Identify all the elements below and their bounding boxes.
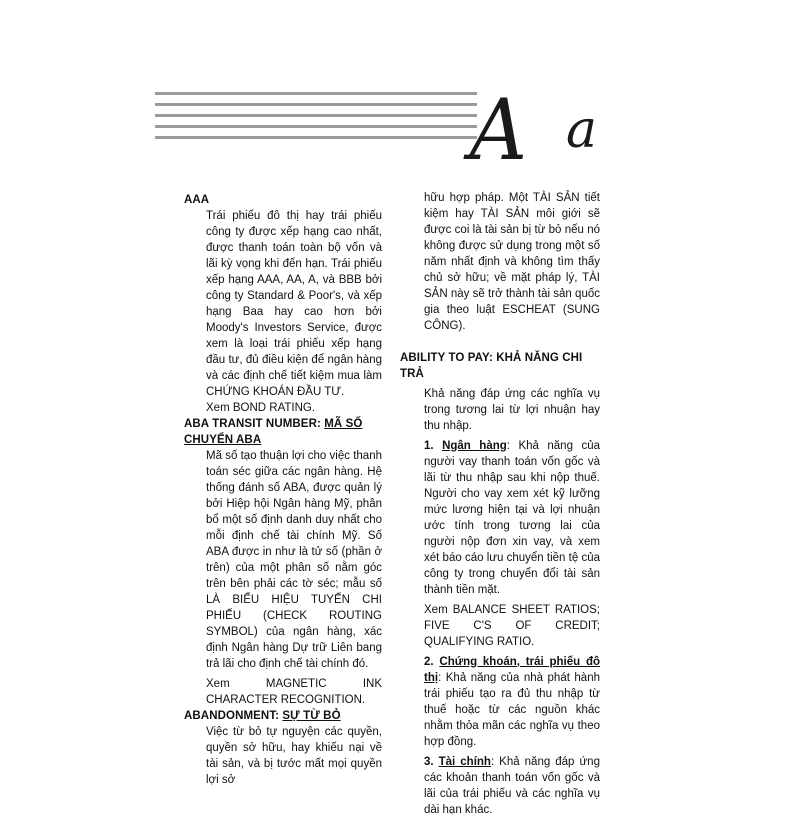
entry-definition-aaa: Trái phiếu đô thị hay trái phiếu công ty được xếp hạng cao nhất, được thanh toán toàn bộ vốn và lãi kỳ vọng khi đến hạn. Trái phiếu xếp hạng AAA, AA, A, và BBB bởi công ty Standard & Poor's, và xếp hạng Baa hay cao hơn bởi Moody's Investors Service, được xem là loại trái phiếu xếp hạng đầu tư, đủ điều kiện để ngân hàng và các định chế tiết kiệm mua làm CHỨNG KHOÁN ĐẦU TƯ. — [206, 210, 382, 398]
entry-term-abandonment: ABANDONMENT: SỰ TỪ BỎ — [184, 710, 341, 722]
sense-1-banking: 1. Ngân hàng: Khả năng của người vay thanh toán vốn gốc và lãi từ thu nhập sau khi nộp thuế. Người cho vay xem xét kỹ lưỡng mức lương hiện tại và lợi nhuận ước tính trong tương lai của người nộp đơn xin vay, và xem xét báo cáo lưu chuyển tiền tệ của công ty trong chuyển đổi tài sản thành tiền mặt. — [424, 439, 600, 596]
sense-1-see-also: Xem BALANCE SHEET RATIOS; FIVE C'S OF CREDIT; QUALIFYING RATIO. — [424, 603, 600, 648]
entry-definition-ability-to-pay: Khả năng đáp ứng các nghĩa vụ trong tương lai từ lợi nhuận hay thu nhập. — [424, 387, 600, 432]
section-letter-upper: A — [469, 81, 528, 179]
entry-definition-abandonment-continued: hữu hợp pháp. Một TÀI SẢN tiết kiệm hay TÀI SẢN môi giới sẽ được coi là tài sản bị từ bỏ nếu nó không được sử dụng trong một số năm nhất định và không tìm thấy chủ sở hữu; về mặt pháp lý, TÀI SẢN này sẽ trở thành tài sản quốc gia theo luật ESCHEAT (SUNG CÔNG). — [424, 192, 600, 332]
sense-2-securities: 2. Chứng khoán, trái phiếu đô thị: Khả năng của nhà phát hành trái phiếu tạo ra đủ thu nhập từ thuế hoặc từ các nguồn khác nhằm thỏa mãn các nghĩa vụ theo hợp đồng. — [424, 655, 600, 748]
section-letter-lower: a — [566, 100, 598, 160]
right-column — [402, 190, 600, 818]
sense-3-finance: 3. Tài chính: Khả năng đáp ứng các khoản thanh toán vốn gốc và lãi của trái phiếu và các nghĩa vụ dài hạn khác. — [424, 755, 600, 816]
entry-see-also-aaa: Xem BOND RATING. — [206, 402, 316, 414]
entry-see-also-aba-transit: Xem MAGNETIC INK CHARACTER RECOGNITION. — [206, 678, 382, 706]
entry-term-aba-transit: ABA TRANSIT NUMBER: MÃ SỐ CHUYỂN ABA — [184, 418, 363, 446]
entry-term-ability-to-pay: ABILITY TO PAY: KHẢ NĂNG CHI TRẢ — [400, 351, 583, 380]
entry-definition-aba-transit: Mã số tạo thuận lợi cho việc thanh toán séc giữa các ngân hàng. Hệ thống đánh số ABA, được quản lý bởi Hiệp hội Ngân hàng Mỹ, phân bổ một số định danh duy nhất cho mỗi định chế tài chính Mỹ. Số ABA được in như là tử số (phần ở trên) của một phân số nằm góc trên bên phải các tờ séc; mẫu số LÀ BIỂU HIỆU TUYẾN CHI PHIẾU (CHECK ROUTING SYMBOL) của ngân hàng, xác định Ngân hàng Dự trữ Liên bang trả lãi cho định chế tài chính đó. — [206, 450, 382, 670]
entry-term-aaa: AAA — [184, 194, 210, 206]
entry-definition-abandonment: Việc từ bỏ tự nguyện các quyền, quyền sở hữu, hay khiếu nại về tài sản, và bị tước mất mọi quyền lợi sở — [206, 726, 382, 786]
left-column — [184, 192, 382, 788]
